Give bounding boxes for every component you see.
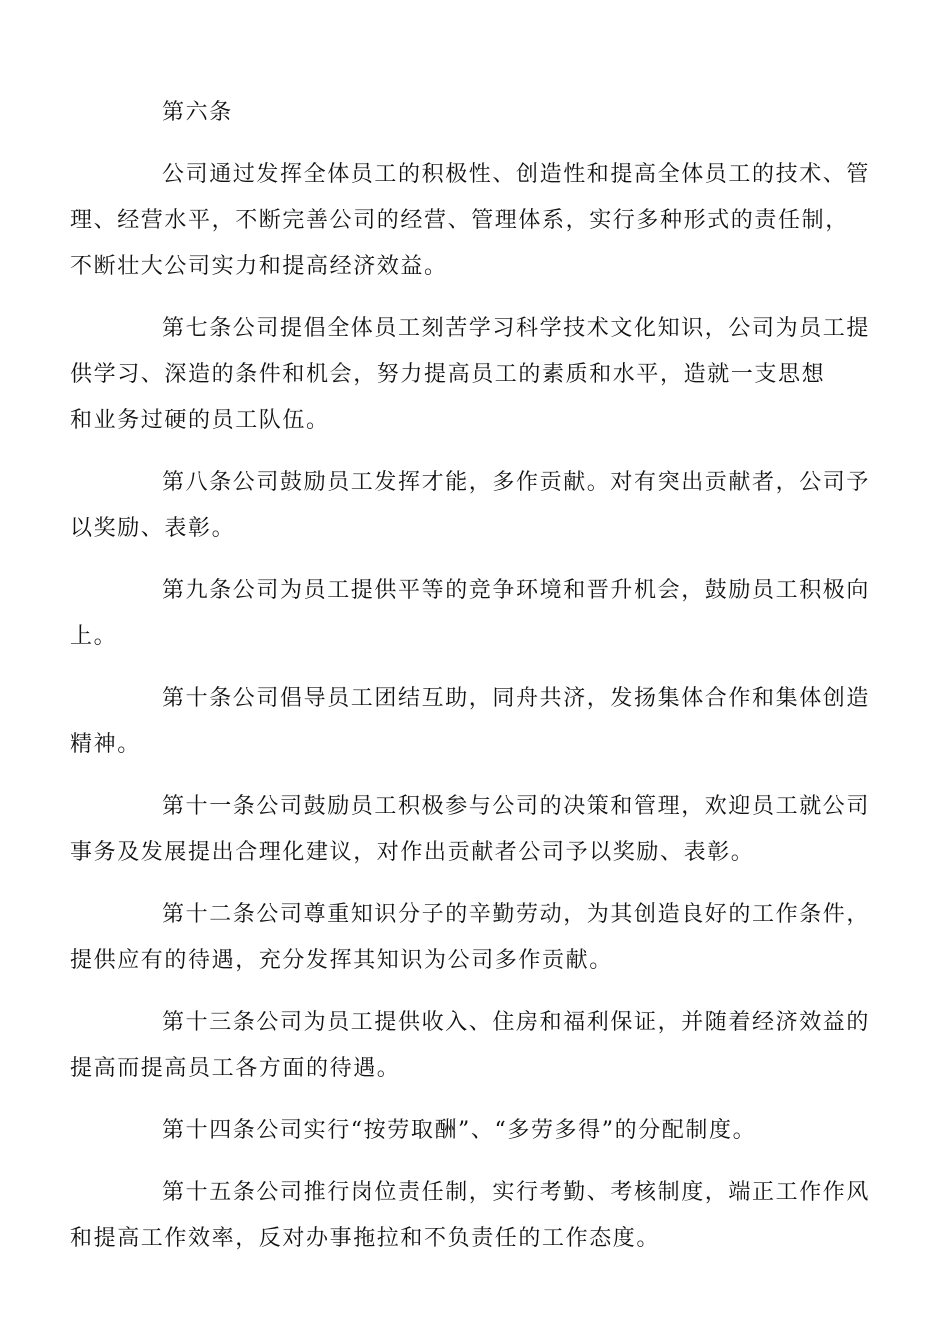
text-line: 第八条公司鼓励员工发挥才能，多作贡献。对有突出贡献者，公司予 [162, 470, 871, 495]
article-14 [116, 1108, 836, 1154]
text-line: 第十二条公司尊重知识分子的辛勤劳动，为其创造良好的工作条件， [162, 902, 871, 927]
text-line: 第九条公司为员工提供平等的竞争环境和晋升机会，鼓励员工积极向 [162, 578, 871, 603]
article-9 [70, 568, 871, 660]
text-line: 提供应有的待遇，充分发挥其知识为公司多作贡献。 [70, 948, 613, 973]
text-line: 事务及发展提出合理化建议，对作出贡献者公司予以奖励、表彰。 [70, 840, 755, 865]
article-6-body [70, 152, 871, 290]
text-line: 理、经营水平，不断完善公司的经营、管理体系，实行多种形式的责任制， [70, 208, 849, 233]
article-13 [70, 1000, 871, 1092]
text-line: 上。 [70, 624, 118, 649]
text-line: 第十三条公司为员工提供收入、住房和福利保证，并随着经济效益的 [162, 1010, 871, 1035]
text-line: 和提高工作效率，反对办事拖拉和不负责任的工作态度。 [70, 1226, 661, 1251]
text-line: 第十四条公司实行“按劳取酬”、“多劳多得”的分配制度。 [162, 1118, 757, 1143]
article-11 [70, 784, 871, 876]
text-line: 不断壮大公司实力和提高经济效益。 [70, 254, 448, 279]
text-line: 第六条 [162, 100, 233, 125]
article-8 [70, 460, 871, 552]
article-10 [70, 676, 871, 768]
text-line: 和业务过硬的员工队伍。 [70, 408, 330, 433]
text-line: 第十一条公司鼓励员工积极参与公司的决策和管理，欢迎员工就公司 [162, 794, 871, 819]
text-line: 第十五条公司推行岗位责任制，实行考勤、考核制度，端正工作作风 [162, 1180, 871, 1205]
text-line: 以奖励、表彰。 [70, 516, 236, 541]
text-line: 供学习、深造的条件和机会，努力提高员工的素质和水平，造就一支思想 [70, 362, 826, 387]
text-line: 公司通过发挥全体员工的积极性、创造性和提高全体员工的技术、管 [162, 162, 871, 187]
article-12 [70, 892, 871, 984]
text-line: 第七条公司提倡全体员工刻苦学习科学技术文化知识，公司为员工提 [162, 316, 871, 341]
text-line: 提高而提高员工各方面的待遇。 [70, 1056, 401, 1081]
article-15 [70, 1170, 871, 1262]
text-line: 精神。 [70, 732, 141, 757]
text-line: 第十条公司倡导员工团结互助，同舟共济，发扬集体合作和集体创造 [162, 686, 871, 711]
article-7 [70, 306, 871, 444]
document-page [70, 90, 871, 1278]
article-6-heading [116, 90, 836, 136]
